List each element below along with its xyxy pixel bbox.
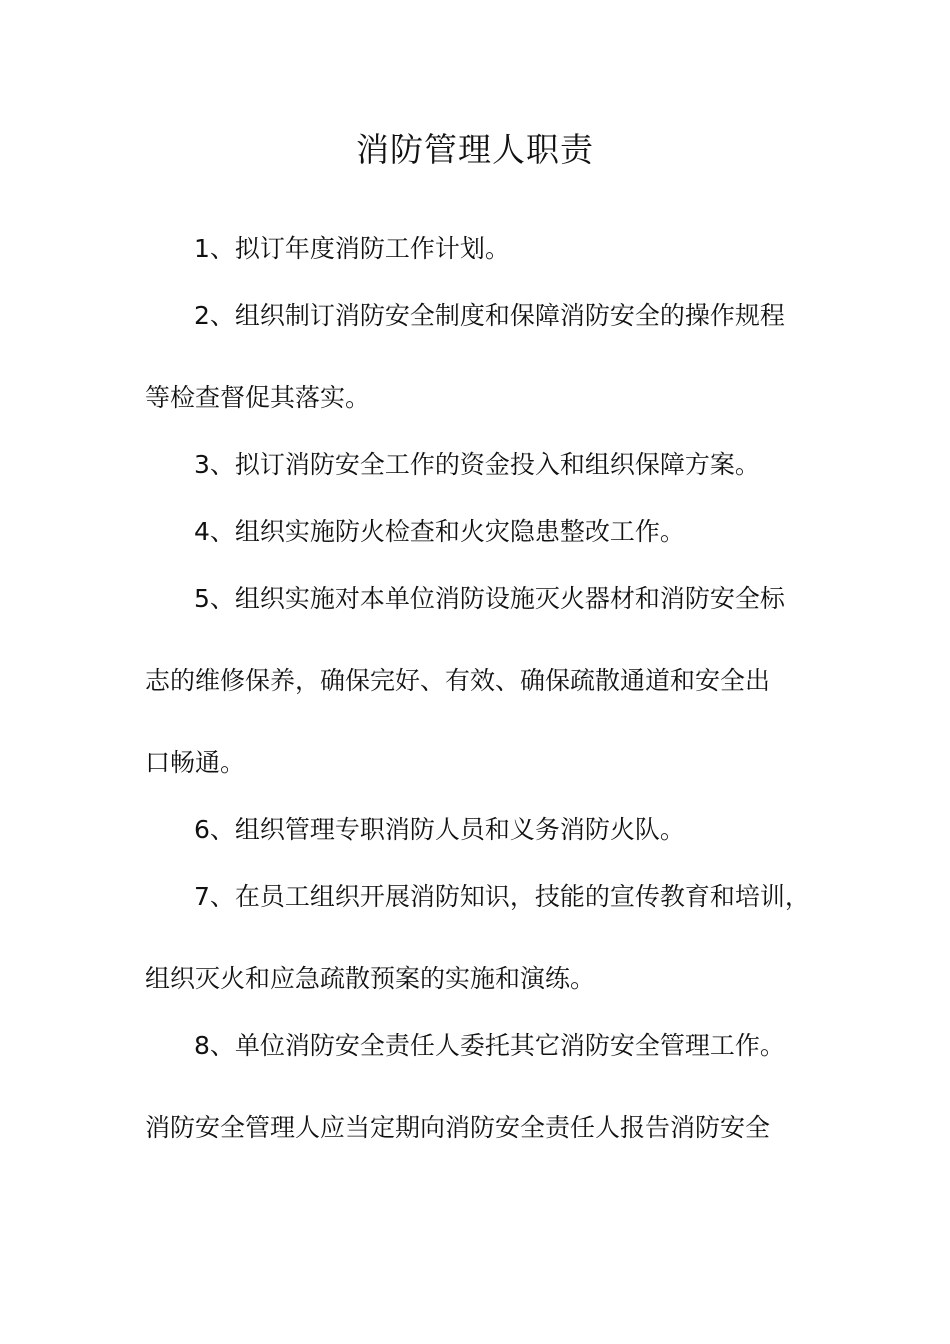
page-title: 消防管理人职责 [356,130,594,169]
text-line-13: 消防安全管理人应当定期向消防安全责任人报告消防安全 [145,1113,771,1142]
text-line-7: 志的维修保养，确保完好、有效、确保疏散通道和安全出 [145,666,771,695]
text-line-10: 7、在员工组织开展消防知识，技能的宣传教育和培训， [194,882,810,911]
text-line-2: 2、组织制订消防安全制度和保障消防安全的操作规程 [194,301,785,330]
text-line-1: 1、拟订年度消防工作计划。 [194,234,510,263]
text-line-12: 8、单位消防安全责任人委托其它消防安全管理工作。 [194,1031,785,1060]
text-line-3: 等检查督促其落实。 [145,383,371,412]
text-line-5: 4、组织实施防火检查和火灾隐患整改工作。 [194,517,685,546]
text-line-4: 3、拟订消防安全工作的资金投入和组织保障方案。 [194,450,760,479]
text-line-11: 组织灭火和应急疏散预案的实施和演练。 [145,964,596,993]
text-line-8: 口畅通。 [145,748,246,777]
text-line-6: 5、组织实施对本单位消防设施灭火器材和消防安全标 [194,584,785,613]
text-line-9: 6、组织管理专职消防人员和义务消防火队。 [194,815,685,844]
